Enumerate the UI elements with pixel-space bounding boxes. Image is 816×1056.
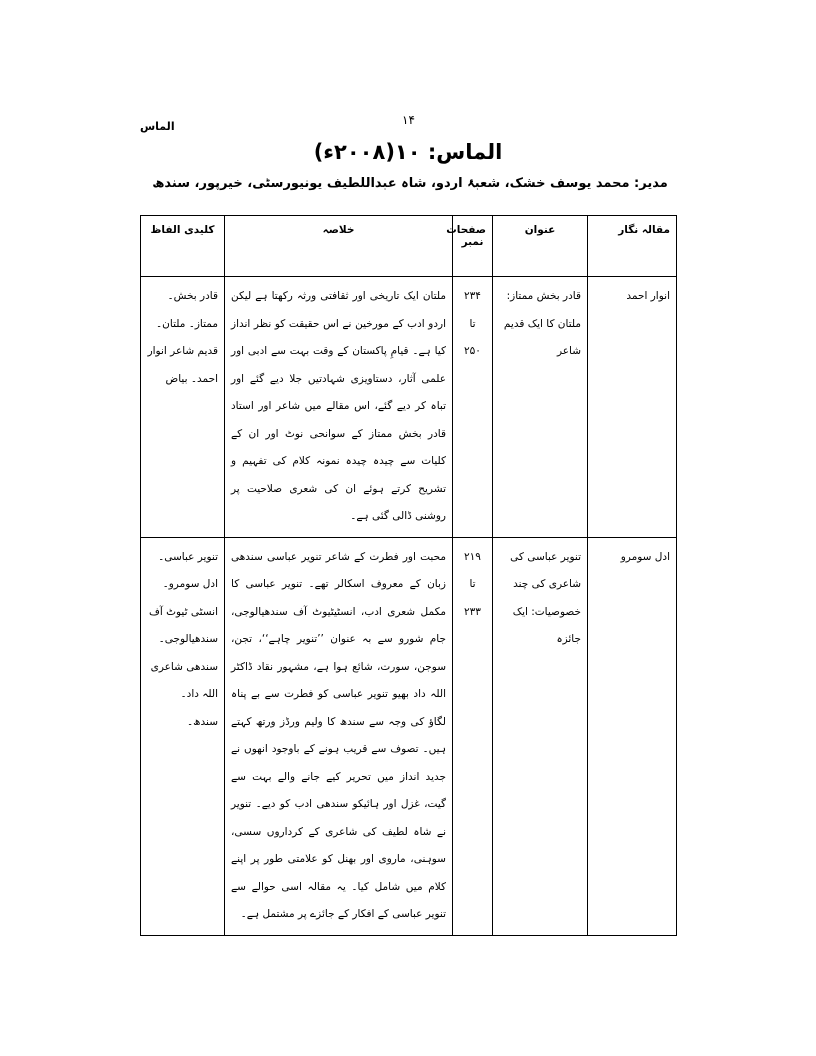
running-header: الماس: [140, 120, 175, 133]
header-keywords: کلیدی الفاظ: [141, 216, 225, 277]
page-number: ۱۴: [402, 113, 415, 127]
header-author: مقالہ نگار: [588, 216, 677, 277]
articles-table: [140, 215, 677, 936]
cell-summary: محبت اور فطرت کے شاعر تنویر عباسی سندھی زبان کے معروف اسکالر تھے۔ تنویر عباسی کا مکمل شعری ادب، انسٹیٹیوٹ آف سندھیالوجی، جام شورو سے بہ عنوان ’’تنویر چاہے‘‘، تجن، سوجن، سورت، شائع ہوا ہے، مشہور نقاد ڈاکٹر اللہ داد بھیو تنویر عباسی کو فطرت سے بے پناہ لگاؤ کی وجہ سے سندھ کا ولیم ورڈز ورتھ کہتے ہیں۔ تصوف سے قریب ہونے کے باوجود انھوں نے جدید انداز میں تحریر کیے جانے والے بہت سے گیت، غزل اور ہائیکو سندھی ادب کو دیے۔ تنویر نے شاہ لطیف کی شاعری کے کرداروں سسی، سوہنی، ماروی اور بھنل کو علامتی طور پر اپنے کلام میں شامل کیا۔ یہ مقالہ اسی حوالے سے تنویر عباسی کے افکار کے جائزے پر مشتمل ہے۔: [225, 537, 453, 935]
header-pages: صفحات نمبر: [453, 216, 493, 277]
table-header-row: [141, 216, 677, 277]
cell-author: ادل سومرو: [588, 537, 677, 935]
table-row: [141, 277, 677, 538]
journal-title: الماس: ۱۰(۲۰۰۸ء): [313, 140, 503, 164]
cell-author: انوار احمد: [588, 277, 677, 538]
cell-pages: [453, 277, 493, 538]
cell-summary: ملتان ایک تاریخی اور ثقافتی ورثہ رکھتا ہے لیکن اردو ادب کے مورخین نے اس حقیقت کو نظر انداز کیا ہے۔ قیامِ پاکستان کے وقت بہت سے ادبی اور علمی آثار، دستاویزی شہادتیں جلا دیے گئے اور تباہ کر دیے گئے، اس مقالے میں شاعر اور استاد قادر بخش ممتاز کے سوانحی نوٹ اور ان کے کلیات سے چیدہ چیدہ نمونہ کلام کی تفہیم و تشریح کرتے ہوئے ان کی شعری صلاحیت پر روشنی ڈالی گئی ہے۔: [225, 277, 453, 538]
page-to: تا: [469, 317, 476, 330]
header-summary: خلاصہ: [225, 216, 453, 277]
page-to: تا: [469, 578, 476, 590]
page-start: ۲۱۹: [464, 550, 481, 563]
page-start: ۲۳۴: [464, 290, 481, 302]
page-end: ۲۳۳: [464, 605, 481, 618]
editor-line: مدیر: محمد یوسف خشک، شعبۂ اردو، شاہ عبداللطیف یونیورسٹی، خیرپور، سندھ: [152, 176, 668, 191]
cell-keywords: تنویر عباسی۔ ادل سومرو۔ انسٹی ٹیوٹ آف سندھیالوجی۔ سندھی شاعری اللہ داد۔ سندھ۔: [141, 537, 225, 935]
cell-title: تنویر عباسی کی شاعری کی چند خصوصیات: ایک جائزہ: [493, 537, 588, 935]
cell-keywords: قادر بخش۔ ممتاز۔ ملتان۔ قدیم شاعر انوار احمد۔ بیاض: [141, 277, 225, 538]
cell-pages: [453, 537, 493, 935]
page-end: ۲۵۰: [464, 345, 481, 357]
header-title: عنوان: [493, 216, 588, 277]
cell-title: قادر بخش ممتاز: ملتان کا ایک قدیم شاعر: [493, 277, 588, 538]
table-row: [141, 537, 677, 935]
